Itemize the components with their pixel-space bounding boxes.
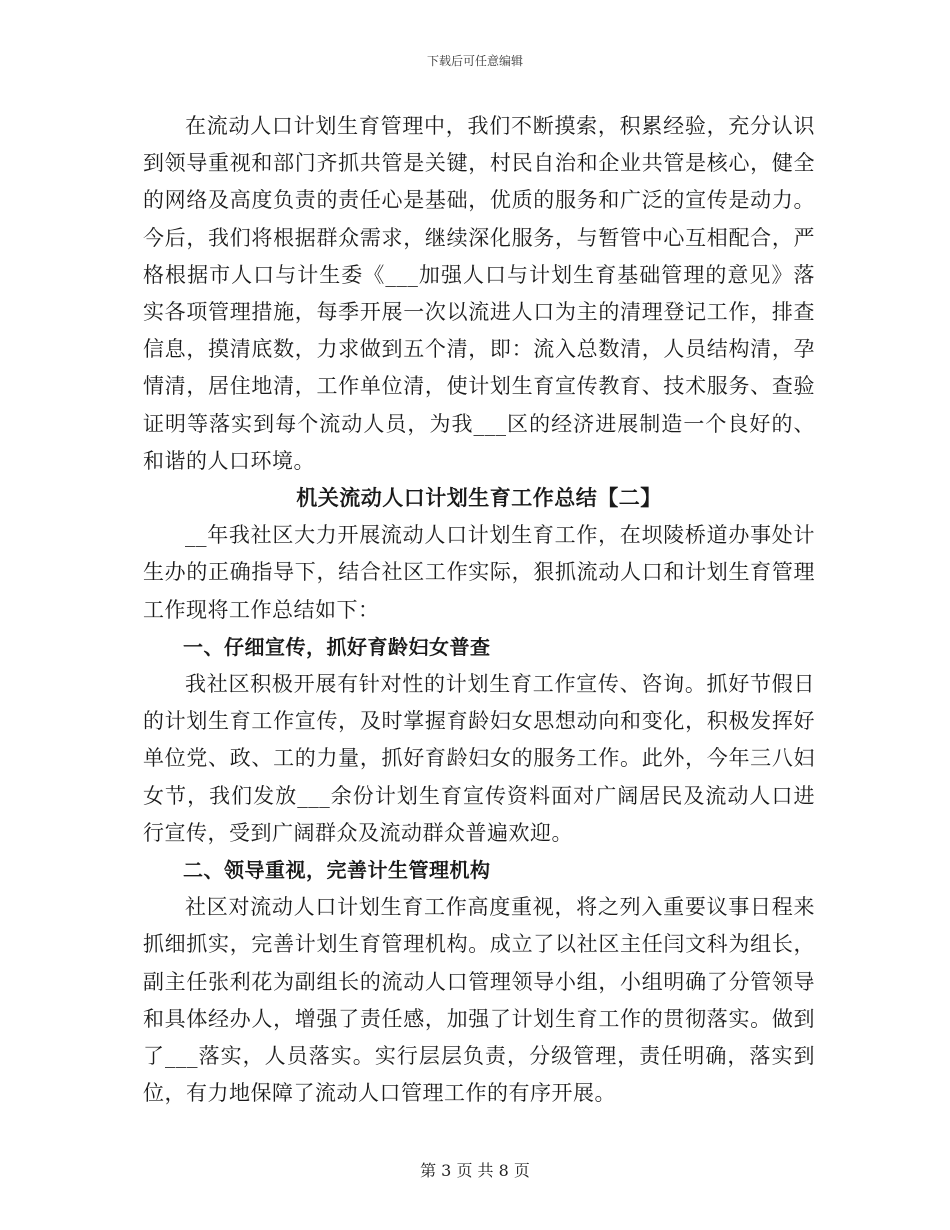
paragraph-2: __年我社区大力开展流动人口计划生育工作，在坝陵桥道办事处计生办的正确指导下，结合社区工作实际，狠抓流动人口和计划生育管理工作现将工作总结如下： <box>143 523 815 622</box>
section-1-heading: 一、仔细宣传，抓好育龄妇女普查 <box>183 634 491 659</box>
document-body <box>143 108 815 1112</box>
section-2-heading: 二、领导重视，完善计生管理机构 <box>183 858 491 883</box>
paragraph-3: 我社区积极开展有针对性的计划生育工作宣传、咨询。抓好节假日的计划生育工作宣传，及时掌握育龄妇女思想动向和变化，积极发挥好单位党、政、工的力量，抓好育龄妇女的服务工作。此外，今年三八妇女节，我们发放___余份计划生育宣传资料面对广阔居民及流动人口进行宣传，受到广阔群众及流动群众普遍欢迎。 <box>143 672 815 845</box>
document-title: 机关流动人口计划生育工作总结【二】 <box>296 486 662 511</box>
page-number: 第 3 页 共 8 页 <box>420 1161 530 1180</box>
paragraph-1: 在流动人口计划生育管理中，我们不断摸索，积累经验，充分认识到领导重视和部门齐抓共管是关键，村民自治和企业共管是核心，健全的网络及高度负责的责任心是基础，优质的服务和广泛的宣传是动力。今后，我们将根据群众需求，继续深化服务，与暂管中心互相配合，严格根据市人口与计生委《___加强人口与计划生育基础管理的意见》落实各项管理措施，每季开展一次以流进人口为主的清理登记工作，排查信息，摸清底数，力求做到五个清，即：流入总数清，人员结构清，孕情清，居住地清，工作单位清，使计划生育宣传教育、技术服务、查验证明等落实到每个流动人员，为我___区的经济进展制造一个良好的、和谐的人口环境。 <box>143 114 815 473</box>
page-header: 下载后可任意编辑 <box>426 54 523 68</box>
paragraph-4: 社区对流动人口计划生育工作高度重视，将之列入重要议事日程来抓细抓实，完善计划生育管理机构。成立了以社区主任闫文科为组长，副主任张利花为副组长的流动人口管理领导小组，小组明确了分管领导和具体经办人，增强了责任感，加强了计划生育工作的贯彻落实。做到了___落实，人员落实。实行层层负责，分级管理，责任明确，落实到位，有力地保障了流动人口管理工作的有序开展。 <box>143 895 815 1106</box>
